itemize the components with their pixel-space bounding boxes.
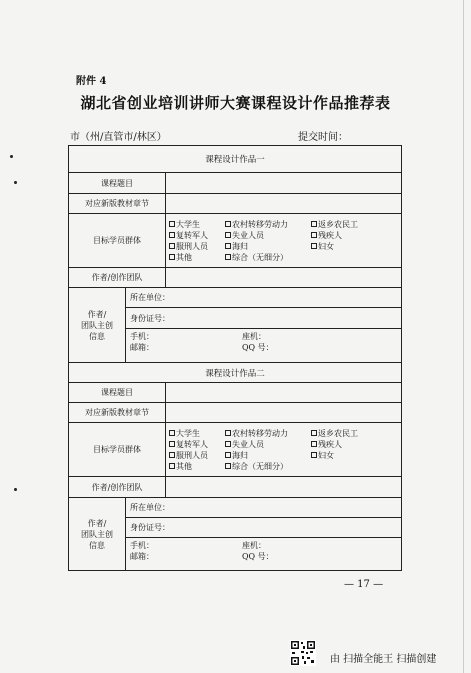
topic-field[interactable] — [166, 383, 401, 402]
topic-row — [69, 383, 401, 403]
work1-title: 课程设计作品一 — [205, 155, 265, 165]
option-college[interactable]: 大学生 — [169, 219, 225, 230]
info-fields — [126, 498, 401, 570]
textbook-label: 对应新版教材章节 — [69, 403, 166, 422]
page-number: — 17 — — [344, 579, 384, 590]
option-unemployed[interactable]: 失业人员 — [225, 230, 311, 241]
option-other[interactable]: 其他 — [169, 252, 225, 263]
textbook-field[interactable] — [166, 194, 401, 213]
checkbox-icon — [169, 243, 175, 249]
checkbox-icon — [225, 430, 231, 436]
info-row — [69, 498, 401, 570]
checkbox-icon — [311, 232, 317, 238]
checkbox-icon — [225, 441, 231, 447]
margin-dot — [14, 181, 17, 184]
info-label: 作者/ 团队主创 信息 — [69, 288, 126, 362]
margin-dot — [14, 488, 17, 491]
email-field[interactable]: 邮箱： — [130, 552, 154, 561]
attachment-label: 附件 4 — [76, 76, 107, 87]
checkbox-icon — [169, 254, 175, 260]
info-row — [69, 288, 401, 363]
option-ex-inmate[interactable]: 服刑人员 — [169, 241, 225, 252]
textbook-row — [69, 194, 401, 214]
author-row — [69, 477, 401, 498]
target-label: 目标学员群体 — [69, 423, 166, 476]
work2-header-row — [69, 363, 401, 383]
submit-time-label: 提交时间： — [298, 132, 348, 143]
textbook-row — [69, 403, 401, 423]
checkbox-icon — [169, 221, 175, 227]
option-veteran[interactable]: 复转军人 — [169, 230, 225, 241]
info-label: 作者/ 团队主创 信息 — [69, 498, 126, 570]
target-row — [69, 423, 401, 477]
author-label: 作者/创作团队 — [69, 268, 166, 287]
checkbox-icon — [225, 232, 231, 238]
option-unemployed[interactable]: 失业人员 — [225, 439, 311, 450]
checkbox-icon — [169, 232, 175, 238]
topic-row — [69, 173, 401, 194]
work2-title: 课程设计作品二 — [205, 368, 265, 379]
mobile-field[interactable]: 手机： — [130, 332, 154, 341]
checkbox-icon — [225, 254, 231, 260]
option-returning-worker[interactable]: 返乡农民工 — [311, 428, 398, 439]
qr-code-icon — [290, 640, 316, 666]
author-field[interactable] — [166, 477, 401, 497]
margin-dot — [10, 155, 13, 158]
textbook-label: 对应新版教材章节 — [69, 194, 166, 213]
option-rural-labor[interactable]: 农村转移劳动力 — [225, 219, 311, 230]
landline-field[interactable]: 座机： — [242, 541, 266, 550]
option-disabled[interactable]: 残疾人 — [311, 230, 398, 241]
option-disabled[interactable]: 残疾人 — [311, 439, 398, 450]
checkbox-icon — [169, 463, 175, 469]
checkbox-icon — [311, 452, 317, 458]
contact-fields — [126, 538, 401, 568]
id-field[interactable]: 身份证号： — [126, 518, 401, 538]
option-college[interactable]: 大学生 — [169, 428, 225, 439]
contact-fields — [126, 329, 401, 361]
target-label: 目标学员群体 — [69, 214, 166, 267]
info-fields — [126, 288, 401, 362]
topic-label: 课程题目 — [69, 383, 166, 402]
id-field[interactable]: 身份证号： — [126, 308, 401, 329]
author-row — [69, 268, 401, 288]
option-returnee[interactable]: 海归 — [225, 450, 311, 461]
unit-field[interactable]: 所在单位： — [126, 498, 401, 518]
checkbox-icon — [169, 430, 175, 436]
target-options — [166, 214, 401, 267]
work1-header-row — [69, 146, 401, 173]
scanner-footer-text: 由 扫描全能王 扫描创建 — [330, 654, 437, 665]
topic-label: 课程题目 — [69, 173, 166, 193]
author-label: 作者/创作团队 — [69, 477, 166, 497]
option-comprehensive[interactable]: 综合（无细分） — [225, 461, 398, 472]
checkbox-icon — [311, 441, 317, 447]
city-label: 市（州/直管市/林区） — [70, 132, 167, 143]
checkbox-icon — [311, 221, 317, 227]
checkbox-icon — [225, 452, 231, 458]
recommendation-form-table — [68, 145, 402, 571]
option-rural-labor[interactable]: 农村转移劳动力 — [225, 428, 311, 439]
checkbox-icon — [225, 463, 231, 469]
option-other[interactable]: 其他 — [169, 461, 225, 472]
topic-field[interactable] — [166, 173, 401, 193]
textbook-field[interactable] — [166, 403, 401, 422]
checkbox-icon — [311, 430, 317, 436]
target-row — [69, 214, 401, 268]
option-women[interactable]: 妇女 — [311, 241, 398, 252]
option-veteran[interactable]: 复转军人 — [169, 439, 225, 450]
option-returnee[interactable]: 海归 — [225, 241, 311, 252]
checkbox-icon — [225, 243, 231, 249]
option-returning-worker[interactable]: 返乡农民工 — [311, 219, 398, 230]
checkbox-icon — [311, 243, 317, 249]
checkbox-icon — [225, 221, 231, 227]
unit-field[interactable]: 所在单位： — [126, 288, 401, 308]
option-women[interactable]: 妇女 — [311, 450, 398, 461]
target-options — [166, 423, 401, 476]
mobile-field[interactable]: 手机： — [130, 541, 154, 550]
checkbox-icon — [169, 452, 175, 458]
email-field[interactable]: 邮箱： — [130, 343, 154, 352]
qq-field[interactable]: QQ 号： — [242, 552, 274, 561]
option-comprehensive[interactable]: 综合（无细分） — [225, 252, 398, 263]
qq-field[interactable]: QQ 号： — [242, 343, 274, 352]
author-field[interactable] — [166, 268, 401, 287]
landline-field[interactable]: 座机： — [242, 332, 266, 341]
checkbox-icon — [169, 441, 175, 447]
option-ex-inmate[interactable]: 服刑人员 — [169, 450, 225, 461]
page-title: 湖北省创业培训讲师大赛课程设计作品推荐表 — [80, 94, 391, 112]
